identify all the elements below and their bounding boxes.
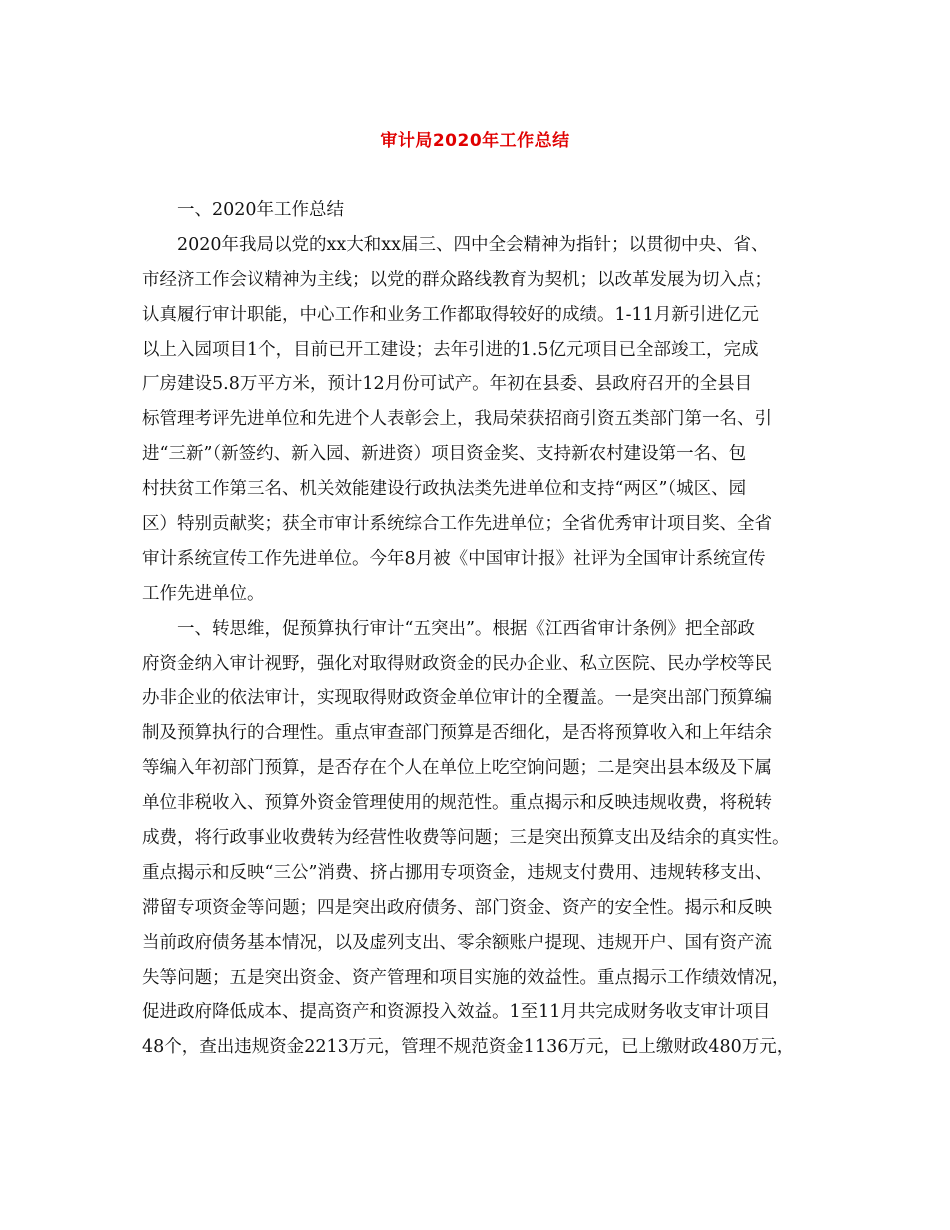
paragraph-line: 进“三新”（新签约、新入园、新进资）项目资金奖、支持新农村建设第一名、包	[142, 444, 747, 465]
document-title: 审计局2020年工作总结	[380, 131, 570, 151]
paragraph-line: 厂房建设5.8万平方米，预计12月份可试产。年初在县委、县政府召开的全县目	[142, 374, 753, 395]
paragraph-line: 促进政府降低成本、提高资产和资源投入效益。1至11月共完成财务收支审计项目	[142, 1002, 771, 1023]
paragraph-line: 一、转思维，促预算执行审计“五突出”。根据《江西省审计条例》把全部政	[177, 618, 755, 639]
paragraph-line: 等编入年初部门预算，是否存在个人在单位上吃空饷问题；二是突出县本级及下属	[142, 758, 772, 779]
paragraph-line: 市经济工作会议精神为主线；以党的群众路线教育为契机；以改革发展为切入点；	[142, 269, 772, 290]
paragraph-line: 2020年我局以党的xx大和xx届三、四中全会精神为指针；以贯彻中央、省、	[177, 234, 769, 255]
paragraph-line: 48个，查出违规资金2213万元，管理不规范资金1136万元，已上缴财政480万元，	[142, 1037, 795, 1058]
paragraph-line: 工作先进单位。	[142, 583, 265, 604]
paragraph-line: 重点揭示和反映“三公”消费、挤占挪用专项资金，违规支付费用、违规转移支出、	[142, 862, 773, 883]
paragraph-line: 标管理考评先进单位和先进个人表彰会上，我局荣获招商引资五类部门第一名、引	[142, 409, 772, 430]
paragraph-line: 滞留专项资金等问题；四是突出政府债务、部门资金、资产的安全性。揭示和反映	[142, 897, 772, 918]
paragraph-line: 制及预算执行的合理性。重点审查部门预算是否细化，是否将预算收入和上年结余	[142, 723, 772, 744]
paragraph-line: 当前政府债务基本情况，以及虚列支出、零余额账户提现、违规开户、国有资产流	[142, 932, 772, 953]
paragraph-line: 失等问题；五是突出资金、资产管理和项目实施的效益性。重点揭示工作绩效情况，	[142, 967, 790, 988]
paragraph-line: 村扶贫工作第三名、机关效能建设行政执法类先进单位和支持“两区”（城区、园	[142, 479, 747, 500]
document-body	[142, 193, 810, 1065]
paragraph-line: 办非企业的依法审计，实现取得财政资金单位审计的全覆盖。一是突出部门预算编	[142, 688, 772, 709]
paragraph-line: 区）特别贡献奖；获全市审计系统综合工作先进单位；全省优秀审计项目奖、全省	[142, 514, 772, 535]
paragraph-line: 审计系统宣传工作先进单位。今年8月被《中国审计报》社评为全国审计系统宣传	[142, 548, 766, 569]
section-heading: 一、2020年工作总结	[177, 200, 345, 220]
paragraph-line: 单位非税收入、预算外资金管理使用的规范性。重点揭示和反映违规收费，将税转	[142, 793, 772, 814]
paragraph-line: 成费，将行政事业收费转为经营性收费等问题；三是突出预算支出及结余的真实性。	[142, 828, 790, 849]
paragraph-line: 府资金纳入审计视野，强化对取得财政资金的民办企业、私立医院、民办学校等民	[142, 653, 772, 674]
paragraph-line: 以上入园项目1个，目前已开工建设；去年引进的1.5亿元项目已全部竣工，完成	[142, 339, 759, 360]
paragraph-line: 认真履行审计职能，中心工作和业务工作都取得较好的成绩。1-11月新引进亿元	[142, 304, 759, 325]
